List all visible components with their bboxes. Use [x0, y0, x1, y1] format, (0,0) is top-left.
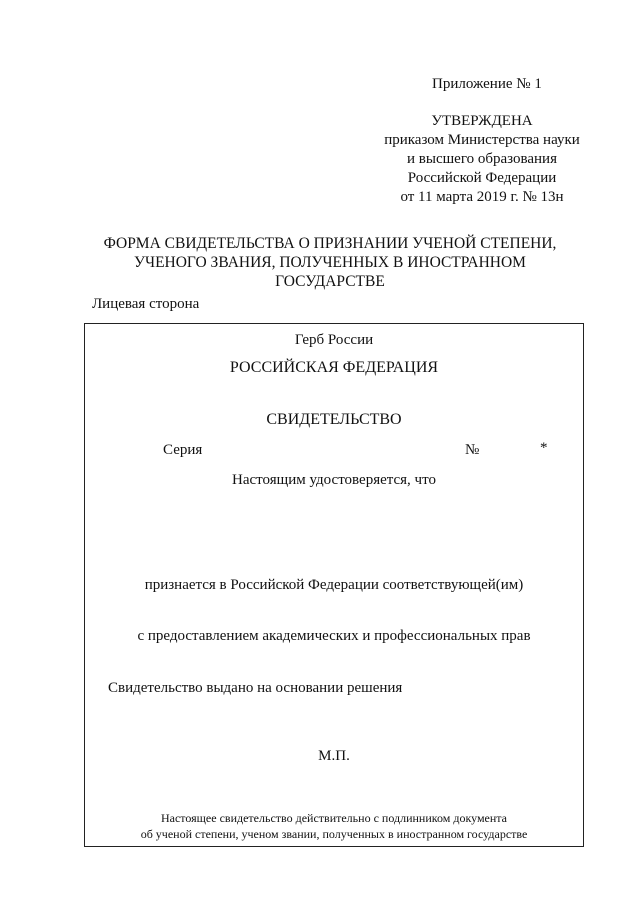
stamp-place: М.П.	[318, 748, 350, 764]
approval-line: Российской Федерации	[407, 170, 557, 186]
approval-line: приказом Министерства науки	[384, 132, 580, 148]
validity-line: об ученой степени, ученом звании, полученных в иностранном государстве	[140, 827, 528, 841]
recognition-text: признается в Российской Федерации соответствующей(им)	[144, 577, 524, 593]
front-side-label: Лицевая сторона	[92, 296, 200, 312]
country-name: РОССИЙСКАЯ ФЕДЕРАЦИЯ	[229, 359, 439, 376]
approval-line: и высшего образования	[407, 151, 557, 167]
number-label: №	[465, 442, 480, 458]
approval-block	[370, 112, 594, 207]
footnote-asterisk: *	[540, 440, 548, 456]
emblem-placeholder: Герб России	[294, 332, 374, 348]
approval-line: УТВЕРЖДЕНА	[431, 113, 533, 129]
title-line: УЧЕНОГО ЗВАНИЯ, ПОЛУЧЕННЫХ В ИНОСТРАННОМ	[134, 254, 526, 271]
validity-line: Настоящее свидетельство действительно с подлинником документа	[160, 811, 508, 825]
certifies-text: Настоящим удостоверяется, что	[232, 472, 436, 488]
rights-text: с предоставлением академических и профессиональных прав	[137, 628, 531, 644]
issued-basis-text: Свидетельство выдано на основании решения	[108, 680, 403, 696]
certificate-heading: СВИДЕТЕЛЬСТВО	[266, 411, 402, 428]
document-title	[60, 234, 600, 291]
title-line: ФОРМА СВИДЕТЕЛЬСТВА О ПРИЗНАНИИ УЧЕНОЙ СТЕПЕНИ,	[103, 235, 557, 252]
approval-line: от 11 марта 2019 г. № 13н	[400, 189, 564, 205]
series-label: Серия	[163, 442, 203, 458]
title-line: ГОСУДАРСТВЕ	[275, 273, 385, 290]
appendix-label: Приложение № 1	[432, 76, 542, 92]
certificate-form-frame	[84, 323, 584, 847]
